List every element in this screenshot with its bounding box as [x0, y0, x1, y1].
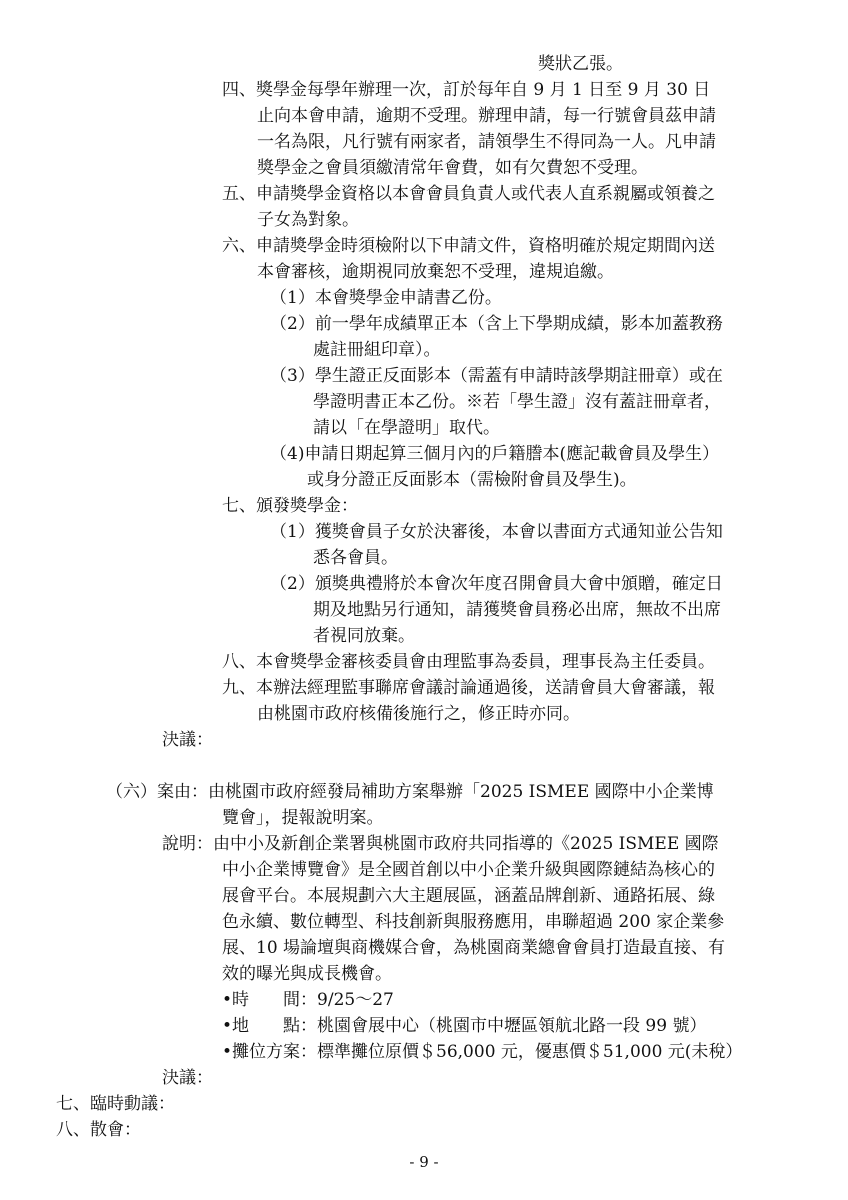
text-line: （1）獲獎會員子女於決審後，本會以書面方式通知並公告知	[270, 522, 723, 542]
text-line: （4)申請日期起算三個月內的戶籍謄本(應記載會員及學生）	[270, 444, 720, 464]
text-line: 學證明書正本乙份。※若「學生證」沒有蓋註冊章者，	[313, 392, 721, 412]
text-line: 請以「在學證明」取代。	[313, 418, 500, 438]
page-number: - 9 -	[409, 1153, 439, 1171]
text-line: 悉各會員。	[313, 548, 398, 568]
text-line: 獎學金之會員須繳清常年會費，如有欠費恕不受理。	[257, 158, 648, 178]
text-line: 六、申請獎學金時須檢附以下申請文件，資格明確於規定期間內送	[222, 236, 715, 256]
resolution-label: 決議：	[162, 1068, 213, 1088]
text-line: 說明：由中小及新創企業署與桃園市政府共同指導的《2025 ISMEE 國際	[162, 834, 719, 854]
text-line: 處註冊組印章）。	[313, 340, 441, 360]
text-line: 中小企業博覽會》是全國首創以中小企業升級與國際鏈結為核心的	[222, 860, 715, 880]
text-line: 展會平台。本展規劃六大主題展區，涵蓋品牌創新、通路拓展、綠	[222, 886, 715, 906]
text-line: 七、臨時動議：	[56, 1094, 175, 1114]
text-line: •地 點：桃園會展中心（桃園市中壢區領航北路一段 99 號）	[222, 1016, 707, 1036]
resolution-label: 決議：	[162, 730, 213, 750]
text-line: •攤位方案：標準攤位原價＄56,000 元，優惠價＄51,000 元(未稅）	[222, 1042, 743, 1062]
text-line: •時 間：9/25～27	[222, 990, 394, 1010]
text-line: 九、本辦法經理監事聯席會議討論通過後，送請會員大會審議，報	[222, 678, 715, 698]
text-line: 期及地點另行通知，請獲獎會員務必出席，無故不出席	[313, 600, 721, 620]
text-line: （1）本會獎學金申請書乙份。	[270, 288, 502, 308]
text-line: 一名為限，凡行號有兩家者，請領學生不得同為一人。凡申請	[257, 132, 716, 152]
text-line: 本會審核，逾期視同放棄恕不受理，違規追繳。	[257, 262, 614, 282]
text-line: 七、頒發獎學金：	[222, 496, 358, 516]
text-line: （3）學生證正反面影本（需蓋有申請時該學期註冊章）或在	[270, 366, 723, 386]
text-line: 五、申請獎學金資格以本會會員負責人或代表人直系親屬或領養之	[222, 184, 715, 204]
text-line: 止向本會申請，逾期不受理。辦理申請，每一行號會員茲申請	[257, 106, 716, 126]
text-line: （六）案由：由桃園市政府經發局補助方案舉辦「2025 ISMEE 國際中小企業博	[106, 782, 714, 802]
text-line: 或身分證正反面影本（需檢附會員及學生)。	[307, 470, 637, 490]
text-line: 獎狀乙張。	[538, 54, 623, 74]
text-line: 色永續、數位轉型、科技創新與服務應用，串聯超過 200 家企業參	[222, 912, 725, 932]
text-line: 八、散會：	[56, 1120, 141, 1140]
text-line: 子女為對象。	[257, 210, 359, 230]
text-line: 展、10 場論壇與商機媒合會，為桃園商業總會會員打造最直接、有	[222, 938, 726, 958]
text-line: 四、獎學金每學年辦理一次，訂於每年自 9 月 1 日至 9 月 30 日	[222, 80, 711, 100]
text-line: 由桃園市政府核備後施行之，修正時亦同。	[257, 704, 580, 724]
text-line: 效的曝光與成長機會。	[222, 964, 392, 984]
text-line: 者視同放棄。	[313, 626, 415, 646]
text-line: （2）前一學年成績單正本（含上下學期成績，影本加蓋教務	[270, 314, 723, 334]
text-line: 八、本會獎學金審核委員會由理監事為委員，理事長為主任委員。	[222, 652, 715, 672]
text-line: 覽會」，提報說明案。	[222, 808, 384, 828]
text-line: （2）頒獎典禮將於本會次年度召開會員大會中頒贈，確定日	[270, 574, 723, 594]
